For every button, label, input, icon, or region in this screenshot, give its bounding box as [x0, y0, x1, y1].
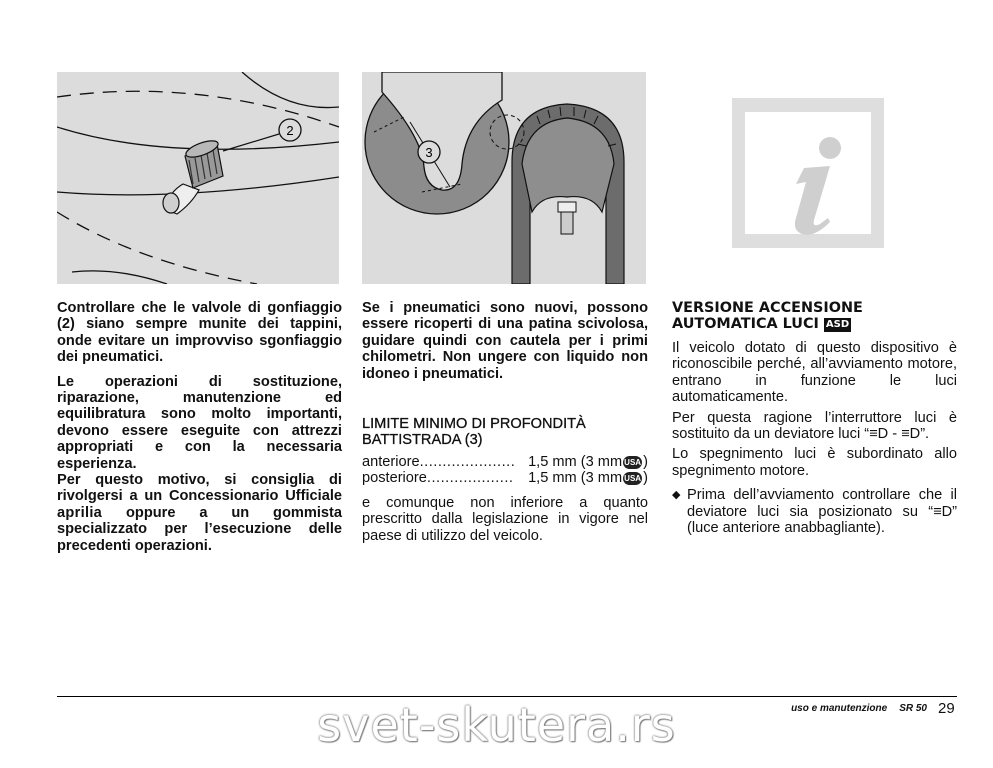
- paragraph-operations: Le operazioni di sostituzione, riparazione, manutenzione ed equilibratura sono molto importanti, devono essere eseguite con attrezzi appropriati e con la necessaria esperienza.: [57, 373, 342, 472]
- spec-value: 1,5 mm (3 mm: [528, 470, 623, 487]
- column-left: [57, 300, 342, 554]
- paragraph-legislation: e comunque non inferiore a quanto prescritto dalla legislazione in vigore nel paese di utilizzo del veicolo.: [362, 494, 648, 544]
- usa-badge: USA: [624, 457, 642, 467]
- footer-model: SR 50: [899, 703, 927, 714]
- usa-badge: USA: [624, 474, 642, 484]
- spec-label: anteriore: [362, 454, 420, 471]
- paragraph-lights-off: Lo spegnimento luci è subordinato allo spegnimento motore.: [672, 446, 957, 479]
- spec-leader: ...................: [426, 470, 514, 487]
- column-middle: [362, 300, 648, 544]
- section-title-line2: AUTOMATICA LUCI: [672, 316, 819, 332]
- paragraph-new-tyres: Se i pneumatici sono nuovi, possono essere ricoperti di una patina scivolosa, guidare quindi con cautela per i primi chilometri. Non ungere con liquido non idoneo i pneumatici.: [362, 300, 648, 382]
- aprilia-brand: aprilia: [57, 504, 103, 521]
- spec-label: posteriore: [362, 470, 427, 487]
- spec-value: 1,5 mm (3 mm: [528, 454, 623, 471]
- spec-row-rear: [362, 470, 648, 486]
- dealer-text-b: oppure a un gommista specializzato per l’esecuzione delle precedenti operazioni.: [57, 504, 342, 554]
- bullet-text: Prima dell’avviamento controllare che il deviatore luci sia posizionato su “≡D” (luce anteriore anabbagliante).: [687, 487, 957, 537]
- asd-badge: ASD: [825, 319, 850, 330]
- footer-rule: [57, 696, 957, 697]
- spec-close: ): [643, 454, 648, 471]
- section-title-line1: VERSIONE ACCENSIONE: [672, 300, 863, 316]
- info-icon: [732, 98, 884, 248]
- tyre-cross-section-illustration: [362, 72, 646, 284]
- paragraph-auto-lights: Il veicolo dotato di questo dispositivo è riconoscibile perché, all’avviamento motore, entrano in funzione le luci automaticamente.: [672, 340, 957, 406]
- dealer-text-a: Per questo motivo, si consiglia di rivolgersi a un Concessionario Ufficiale: [57, 472, 342, 505]
- page-number: 29: [938, 700, 955, 717]
- callout-3: 3: [425, 145, 433, 160]
- tread-depth-heading: LIMITE MINIMO DI PROFONDITÀ BATTISTRADA (3): [362, 416, 586, 449]
- paragraph-valve-caps: Controllare che le valvole di gonfiaggio (2) siano sempre munite dei tappini, onde evitare un improvviso sgonfiaggio dei pneumatici.: [57, 300, 342, 366]
- spec-leader: .....................: [419, 454, 516, 471]
- section-title: [672, 300, 957, 332]
- diamond-bullet-icon: ◆: [672, 489, 681, 502]
- footer-section: uso e manutenzione: [791, 703, 888, 714]
- paragraph-light-switch: Per questa ragione l’interruttore luci è sostituito da un deviatore luci “≡D - ≡D”.: [672, 409, 957, 443]
- spec-close: ): [643, 470, 648, 487]
- column-right: [672, 300, 957, 536]
- watermark: svet-skutera.rs: [317, 698, 676, 752]
- callout-2: 2: [286, 123, 294, 138]
- valve-illustration: [57, 72, 339, 284]
- spec-row-front: [362, 454, 648, 470]
- paragraph-dealer: [57, 472, 342, 554]
- bullet-item: [672, 487, 957, 536]
